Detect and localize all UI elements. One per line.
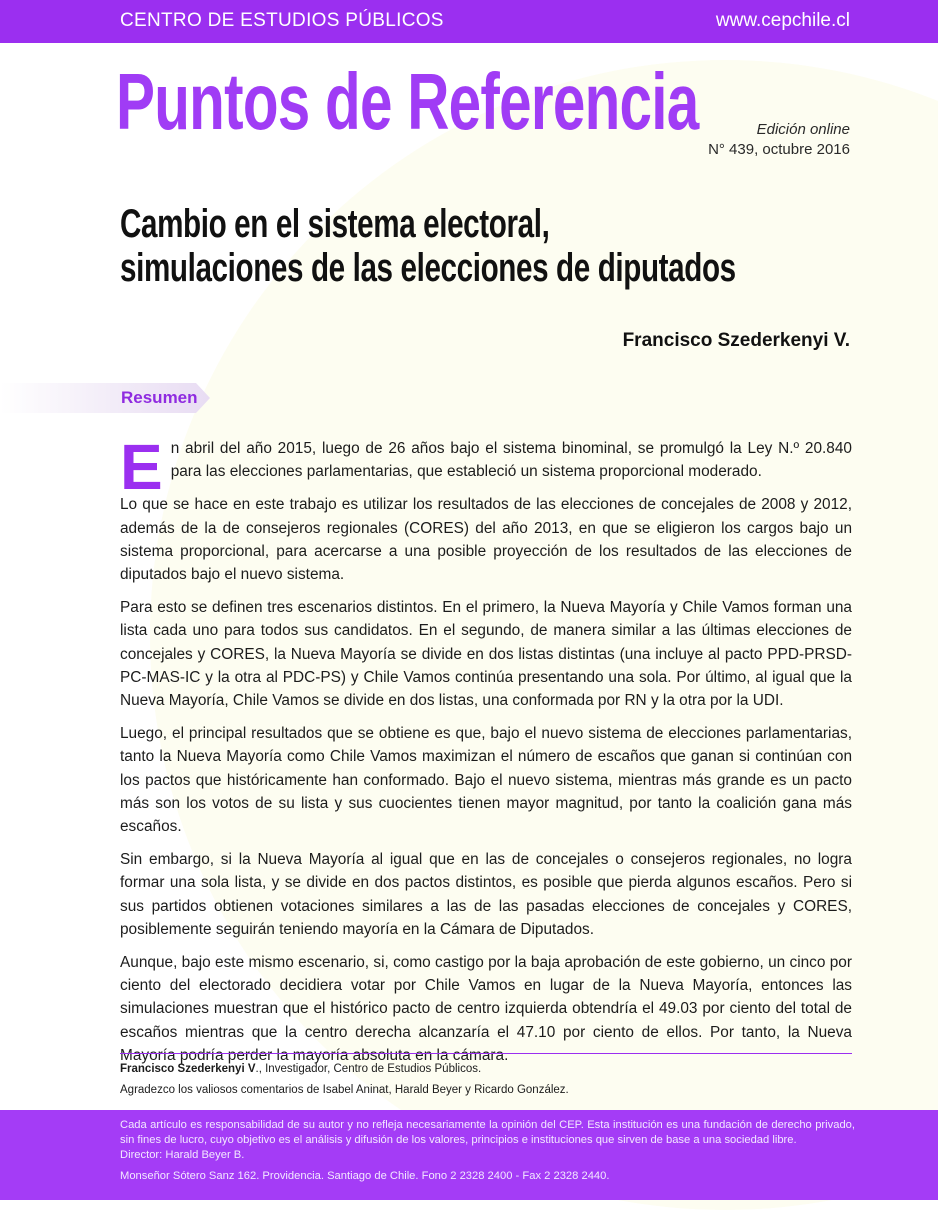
edition-info — [708, 120, 850, 160]
article-title — [120, 202, 736, 290]
title-line-2: simulaciones de las elecciones de diputados — [120, 246, 736, 290]
article-author: Francisco Szederkenyi V. — [622, 330, 850, 351]
paragraph-6: Aunque, bajo este mismo escenario, si, como castigo por la baja aprobación de este gobierno, un cinco por ciento del electorado decidiera votar por Chile Vamos en lugar de la Nueva Mayoría, entonces las simulaciones muestran que el histórico pacto de centro izquierda obtendría el 49.03 por ciento del total de escaños mientras que la centro derecha alcanzaría el 47.10 por ciento de ellos. Por tanto, la Nueva Mayoría podría perder la mayoría absoluta en la cámara. — [120, 954, 852, 1064]
paragraph-1 — [120, 431, 852, 503]
paragraph-3: Para esto se definen tres escenarios distintos. En el primero, la Nueva Mayoría y Chile Vamos forman una lista cada uno para todos sus candidatos. En el segundo, de manera similar a las últimas elecciones de concejales y CORES, la Nueva Mayoría se divide en dos listas distintas (una incluye al pacto PPD-PRSD-PC-MAS-IC y la otra al PDC-PS) y Chile Vamos continúa presentando una sola. Por último, al igual que la Nueva Mayoría, Chile Vamos se divide en dos listas, una conformada por RN y la otra por la UDI. — [120, 599, 852, 710]
disclaimer — [120, 1118, 855, 1163]
acknowledgment: Agradezco los valiosos comentarios de Isabel Aninat, Harald Beyer y Ricardo González. — [120, 1084, 569, 1096]
footnote-divider — [120, 1053, 852, 1054]
footnote-author-role: ., Investigador, Centro de Estudios Públicos. — [255, 1063, 482, 1075]
article-body — [120, 431, 852, 1077]
website-link[interactable]: www.cepchile.cl — [715, 10, 850, 31]
top-banner — [0, 0, 938, 43]
paragraph-1-text: n abril del año 2015, luego de 26 años bajo el sistema binominal, se promulgó la Ley N.º 20.840 para las elecciones parlamentarias, que estableció un sistema proporcional moderado. — [170, 440, 852, 481]
disclaimer-text: Cada artículo es responsabilidad de su autor y no refleja necesariamente la opinión del CEP. Esta institución es una fundación de derecho privado, sin fines de lucro, cuyo objetivo es el análisis y difusión de los valores, principios e instituciones que sirven de base a una sociedad libre. — [120, 1119, 855, 1146]
publication-title: Puntos de Referencia — [116, 57, 699, 146]
issue-number: N° 439, octubre 2016 — [708, 141, 850, 158]
author-footnote — [120, 1059, 569, 1080]
address-line: Monseñor Sótero Sanz 162. Providencia. Santiago de Chile. Fono 2 2328 2400 - Fax 2 2328 2440. — [120, 1170, 610, 1182]
footnote-author-name: Francisco Szederkenyi V — [120, 1063, 256, 1075]
title-line-1: Cambio en el sistema electoral, — [120, 202, 550, 246]
section-label: Resumen — [121, 388, 198, 407]
director-line: Director: Harald Beyer B. — [120, 1149, 245, 1161]
edition-label: Edición online — [756, 121, 850, 138]
footnotes — [120, 1059, 569, 1101]
organization-name: CENTRO DE ESTUDIOS PÚBLICOS — [120, 10, 444, 31]
drop-cap: E — [120, 431, 163, 503]
paragraph-2: Lo que se hace en este trabajo es utilizar los resultados de las elecciones de concejales de 2008 y 2012, además de la de consejeros regionales (CORES) del año 2013, en que se eligieron los cargos bajo un sistema proporcional, para acercarse a una posible proyección de los resultados de las elecciones de diputados bajo el nuevo sistema. — [120, 496, 852, 584]
footer-banner — [0, 1110, 938, 1200]
paragraph-5: Sin embargo, si la Nueva Mayoría al igual que en las de concejales o consejeros regionales, no logra formar una sola lista, y se divide en dos pactos distintos, es posible que pierda algunos escaños. Pero si sus partidos obtienen votaciones similares a las de las pasadas elecciones de concejales y CORES, posiblemente seguirán teniendo mayoría en la Cámara de Diputados. — [120, 851, 852, 938]
paragraph-4: Luego, el principal resultados que se obtiene es que, bajo el nuevo sistema de elecciones parlamentarias, tanto la Nueva Mayoría como Chile Vamos maximizan el número de escaños que ganan si continúan con los pactos que históricamente han conformado. Bajo el nuevo sistema, mientras más grande es un pacto más son los votos de su lista y sus cuocientes tienen mayor magnitud, por tanto la coalición gana más escaños. — [120, 725, 852, 836]
